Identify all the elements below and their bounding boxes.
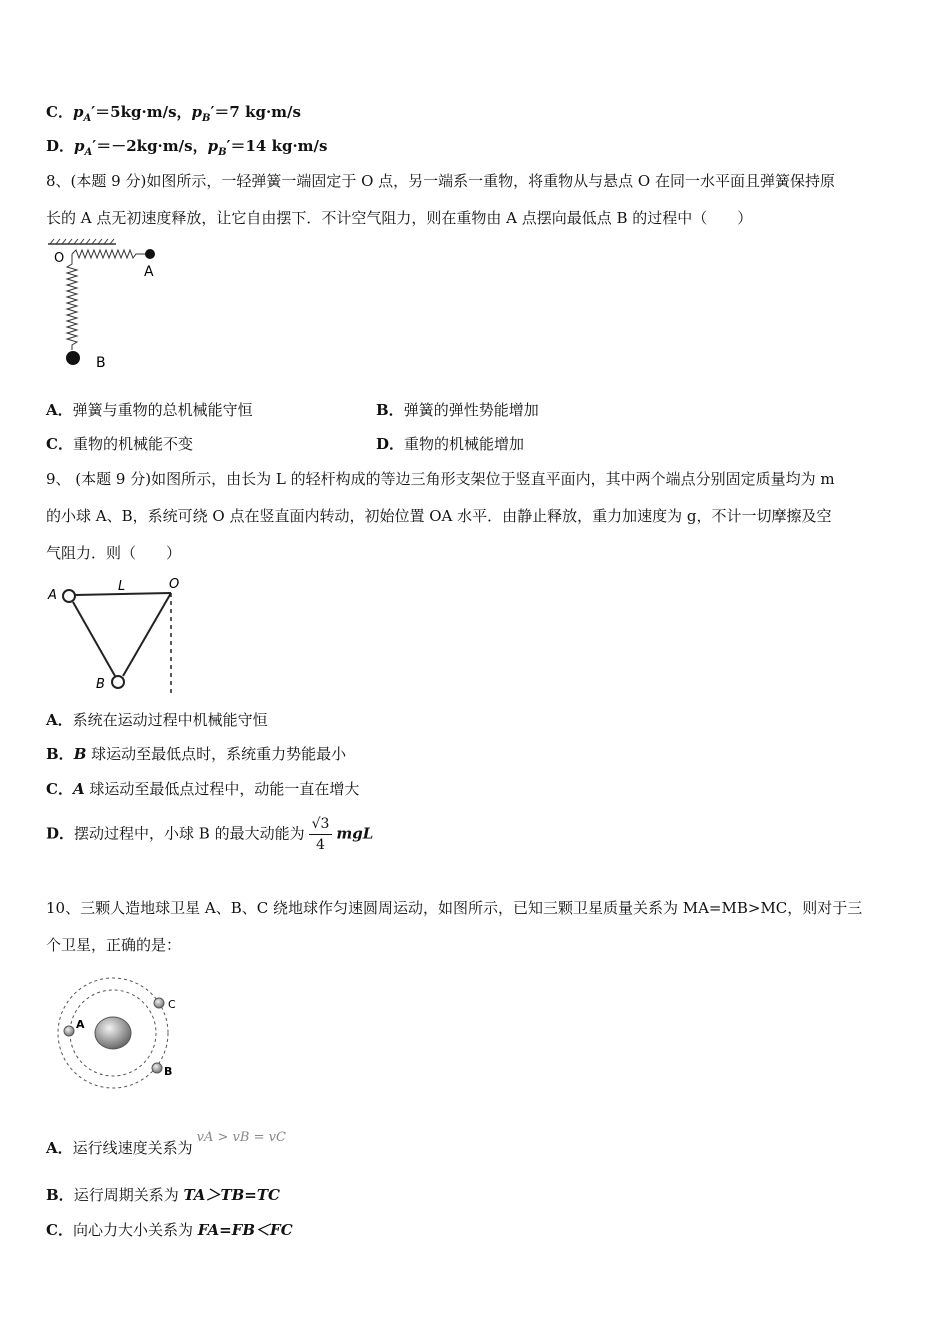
- label-l: L: [118, 579, 126, 594]
- label-a: A: [76, 1018, 85, 1031]
- q10-option-b: B．运行周期关系为 TA＞TB=TC: [46, 1186, 280, 1204]
- q8-option-b: B．弹簧的弹性势能增加: [376, 401, 539, 419]
- weight-b: [66, 351, 80, 365]
- q10-satellite-figure: [50, 975, 190, 1095]
- q9-option-a: A．系统在运动过程中机械能守恒: [46, 711, 268, 729]
- q9-option-c: C．A 球运动至最低点过程中，动能一直在增大: [46, 780, 360, 798]
- label-o: O: [54, 251, 65, 266]
- label-o: O: [169, 577, 180, 592]
- q10-stem-line2: 个卫星，正确的是：: [46, 936, 182, 954]
- q8-option-a: A．弹簧与重物的总机械能守恒: [46, 401, 253, 419]
- q8-spring-figure: [46, 238, 176, 373]
- label-b: B: [96, 677, 105, 692]
- earth: [95, 1017, 131, 1049]
- ball-b: [112, 676, 124, 688]
- satellite-a: [64, 1026, 74, 1036]
- q8-option-d: D．重物的机械能增加: [376, 435, 525, 453]
- q8-stem-line1: 8、(本题 9 分)如图所示，一轻弹簧一端固定于 O 点，另一端系一重物，将重物从与悬点 O 在同一水平面且弹簧保持原: [46, 172, 835, 190]
- q9-option-b: B．B 球运动至最低点时，系统重力势能最小: [46, 745, 347, 763]
- q8-stem-line2: 长的 A 点无初速度释放，让它自由摆下．不计空气阻力，则在重物由 A 点摆向最低点 B 的过程中（ ）: [46, 209, 753, 227]
- label-a: A: [48, 588, 57, 603]
- q10-option-c: C．向心力大小关系为 FA=FB＜FC: [46, 1221, 293, 1239]
- vertical-spring: [67, 254, 77, 350]
- q7-option-c: C．$p_A'=5kg\cdot m/s$，$p_B'=7$ kg·m/s: [46, 103, 301, 124]
- label-b: B: [164, 1065, 173, 1078]
- q9-triangle-figure: [46, 574, 196, 699]
- horizontal-spring: [72, 250, 146, 258]
- q8-option-c: C．重物的机械能不变: [46, 435, 193, 453]
- q9-stem-line3: 气阻力．则（ ）: [46, 544, 182, 562]
- label-b: B: [96, 355, 106, 371]
- q9-stem-line2: 的小球 A、B，系统可绕 O 点在竖直面内转动，初始位置 OA 水平．由静止释放，重力加速度为 g，不计一切摩擦及空: [46, 507, 832, 525]
- satellite-b: [152, 1063, 162, 1073]
- satellite-c: [154, 998, 164, 1008]
- fraction: $\frac{√3}{4}$: [309, 814, 333, 855]
- ball-a: [63, 590, 75, 602]
- label-c: C: [168, 998, 176, 1011]
- q10-stem-line1: 10、三颗人造地球卫星 A、B、C 绕地球作匀速圆周运动，如图所示，已知三颗卫星质量关系为 MA=MB>MC，则对于三: [46, 899, 863, 917]
- q10-option-a: A．运行线速度关系为vA > vB = vC: [46, 1130, 286, 1157]
- q7-option-d: D．$p_A'=-2kg\cdot m/s$，$p_B'=14$ kg·m/s: [46, 137, 328, 158]
- q9-option-d: D．摆动过程中，小球 B 的最大动能为 $\frac{√3}{4}$ mgL: [46, 816, 374, 853]
- label-a: A: [144, 264, 154, 280]
- q9-stem-line1: 9、 (本题 9 分)如图所示，由长为 L 的轻杆构成的等边三角形支架位于竖直平面内，其中两个端点分别固定质量均为 m: [46, 470, 835, 488]
- weight-a: [145, 249, 155, 259]
